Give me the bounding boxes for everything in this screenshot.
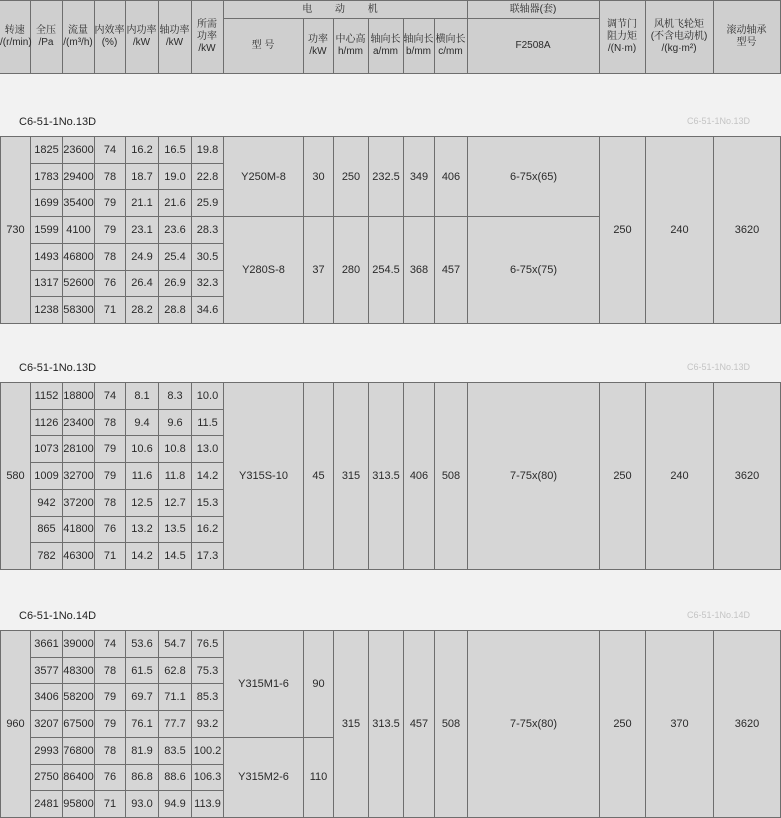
shaft-power-cell: 77.7 [159,711,192,738]
internal-power-cell: 24.9 [126,243,159,270]
pressure-cell: 942 [31,489,63,516]
flow-cell: 41800 [63,516,95,543]
flow-cell: 18800 [63,383,95,410]
shaft-power-cell: 21.6 [159,190,192,217]
motor-power-cell: 45 [304,383,334,570]
header-transverse-c: 横向长 c/mm [434,19,467,74]
internal-eff-cell: 71 [95,791,126,818]
transverse-c-cell: 508 [435,383,468,570]
internal-power-cell: 9.4 [126,409,159,436]
internal-eff-cell: 76 [95,516,126,543]
internal-eff-cell: 78 [95,243,126,270]
internal-power-cell: 26.4 [126,270,159,297]
header-shaft-power: 轴功率 /kW [158,1,191,74]
flow-cell: 37200 [63,489,95,516]
flow-cell: 23400 [63,409,95,436]
internal-eff-cell: 74 [95,631,126,658]
required-power-cell: 34.6 [192,297,224,324]
required-power-cell: 93.2 [192,711,224,738]
axial-a-cell: 313.5 [369,631,404,818]
required-power-cell: 85.3 [192,684,224,711]
motor-model-cell: Y280S-8 [224,217,304,324]
shaft-power-cell: 25.4 [159,243,192,270]
required-power-cell: 75.3 [192,657,224,684]
header-axial-b: 轴向长 b/mm [403,19,434,74]
header-internal-eff: 内效率 (%) [94,1,125,74]
flow-cell: 46800 [63,243,95,270]
pressure-cell: 3207 [31,711,63,738]
flow-cell: 67500 [63,711,95,738]
shaft-power-cell: 9.6 [159,409,192,436]
section-caption: C6-51-1No.14D [19,610,97,622]
required-power-cell: 13.0 [192,436,224,463]
shaft-power-cell: 28.8 [159,297,192,324]
pressure-cell: 1699 [31,190,63,217]
flow-cell: 76800 [63,737,95,764]
internal-power-cell: 16.2 [126,137,159,164]
motor-model-cell: Y315M1-6 [224,631,304,738]
damper-cell: 250 [600,137,646,324]
internal-power-cell: 53.6 [126,631,159,658]
shaft-power-cell: 11.8 [159,463,192,490]
shaft-power-cell: 19.0 [159,163,192,190]
transverse-c-cell: 508 [435,631,468,818]
header-motor-power: 功率 /kW [303,19,333,74]
internal-eff-cell: 74 [95,383,126,410]
header-coupling-group: 联轴器(套) [467,1,599,19]
internal-power-cell: 13.2 [126,516,159,543]
required-power-cell: 17.3 [192,543,224,570]
internal-power-cell: 69.7 [126,684,159,711]
internal-power-cell: 76.1 [126,711,159,738]
pressure-cell: 1073 [31,436,63,463]
center-height-cell: 315 [334,383,369,570]
internal-eff-cell: 76 [95,764,126,791]
section-caption-ghost: C6-51-1No.13D [686,116,750,126]
flow-cell: 29400 [63,163,95,190]
pressure-cell: 1317 [31,270,63,297]
axial-a-cell: 254.5 [369,217,404,324]
flywheel-cell: 370 [646,631,714,818]
flywheel-cell: 240 [646,383,714,570]
header-required-power: 所需 功率 /kW [191,1,223,74]
shaft-power-cell: 83.5 [159,737,192,764]
internal-eff-cell: 78 [95,163,126,190]
shaft-power-cell: 26.9 [159,270,192,297]
required-power-cell: 22.8 [192,163,224,190]
coupling-cell: 6-75x(75) [468,217,600,324]
flow-cell: 58300 [63,297,95,324]
bearing-cell: 3620 [714,383,781,570]
pressure-cell: 1783 [31,163,63,190]
section-caption-ghost: C6-51-1No.13D [686,362,750,372]
motor-power-cell: 110 [304,737,334,817]
flywheel-cell: 240 [646,137,714,324]
section-table [0,136,781,324]
internal-eff-cell: 78 [95,409,126,436]
shaft-power-cell: 13.5 [159,516,192,543]
pressure-cell: 3577 [31,657,63,684]
pressure-cell: 2750 [31,764,63,791]
header-motor-group: 电 动 机 [223,1,467,19]
pressure-cell: 1126 [31,409,63,436]
center-height-cell: 315 [334,631,369,818]
section-caption: C6-51-1No.13D [19,362,97,374]
speed-cell: 580 [1,383,31,570]
axial-b-cell: 349 [404,137,435,217]
required-power-cell: 30.5 [192,243,224,270]
section-caption: C6-51-1No.13D [19,116,97,128]
internal-eff-cell: 78 [95,737,126,764]
internal-power-cell: 11.6 [126,463,159,490]
internal-eff-cell: 71 [95,297,126,324]
coupling-cell: 7-75x(80) [468,631,600,818]
flow-cell: 32700 [63,463,95,490]
internal-power-cell: 8.1 [126,383,159,410]
pressure-cell: 1493 [31,243,63,270]
required-power-cell: 76.5 [192,631,224,658]
internal-power-cell: 93.0 [126,791,159,818]
flow-cell: 86400 [63,764,95,791]
flow-cell: 48300 [63,657,95,684]
motor-model-cell: Y250M-8 [224,137,304,217]
internal-eff-cell: 78 [95,489,126,516]
motor-power-cell: 90 [304,631,334,738]
pressure-cell: 2993 [31,737,63,764]
internal-eff-cell: 71 [95,543,126,570]
internal-eff-cell: 78 [95,657,126,684]
motor-power-cell: 30 [304,137,334,217]
axial-b-cell: 368 [404,217,435,324]
axial-a-cell: 313.5 [369,383,404,570]
transverse-c-cell: 457 [435,217,468,324]
header-flywheel: 风机飞轮矩 (不含电动机) /(kg·m²) [645,1,713,74]
required-power-cell: 16.2 [192,516,224,543]
header-coupling-model: F2508A [467,19,599,74]
required-power-cell: 106.3 [192,764,224,791]
flow-cell: 39000 [63,631,95,658]
coupling-cell: 7-75x(80) [468,383,600,570]
speed-cell: 960 [1,631,31,818]
section-table [0,630,781,818]
flow-cell: 52600 [63,270,95,297]
pressure-cell: 1152 [31,383,63,410]
internal-power-cell: 61.5 [126,657,159,684]
required-power-cell: 25.9 [192,190,224,217]
coupling-cell: 6-75x(65) [468,137,600,217]
center-height-cell: 250 [334,137,369,217]
internal-power-cell: 23.1 [126,217,159,244]
internal-eff-cell: 79 [95,463,126,490]
internal-power-cell: 14.2 [126,543,159,570]
speed-cell: 730 [1,137,31,324]
required-power-cell: 113.9 [192,791,224,818]
section-table [0,382,781,570]
required-power-cell: 10.0 [192,383,224,410]
internal-power-cell: 21.1 [126,190,159,217]
axial-b-cell: 457 [404,631,435,818]
required-power-cell: 28.3 [192,217,224,244]
flow-cell: 28100 [63,436,95,463]
required-power-cell: 32.3 [192,270,224,297]
shaft-power-cell: 23.6 [159,217,192,244]
internal-eff-cell: 79 [95,436,126,463]
internal-power-cell: 81.9 [126,737,159,764]
flow-cell: 46300 [63,543,95,570]
pressure-cell: 865 [31,516,63,543]
internal-eff-cell: 76 [95,270,126,297]
motor-power-cell: 37 [304,217,334,324]
pressure-cell: 3661 [31,631,63,658]
section-caption-ghost: C6-51-1No.14D [686,610,750,620]
header-damper: 调节门 阻力矩 /(N·m) [599,1,645,74]
pressure-cell: 3406 [31,684,63,711]
internal-power-cell: 10.6 [126,436,159,463]
required-power-cell: 19.8 [192,137,224,164]
bearing-cell: 3620 [714,137,781,324]
required-power-cell: 100.2 [192,737,224,764]
flow-cell: 4100 [63,217,95,244]
axial-a-cell: 232.5 [369,137,404,217]
shaft-power-cell: 8.3 [159,383,192,410]
motor-model-cell: Y315M2-6 [224,737,304,817]
shaft-power-cell: 71.1 [159,684,192,711]
shaft-power-cell: 14.5 [159,543,192,570]
motor-model-cell: Y315S-10 [224,383,304,570]
shaft-power-cell: 10.8 [159,436,192,463]
shaft-power-cell: 88.6 [159,764,192,791]
required-power-cell: 14.2 [192,463,224,490]
table-header [0,0,781,74]
pressure-cell: 1238 [31,297,63,324]
internal-eff-cell: 79 [95,217,126,244]
flow-cell: 35400 [63,190,95,217]
pressure-cell: 1599 [31,217,63,244]
axial-b-cell: 406 [404,383,435,570]
internal-eff-cell: 79 [95,684,126,711]
center-height-cell: 280 [334,217,369,324]
shaft-power-cell: 62.8 [159,657,192,684]
header-flow: 流量 /(m³/h) [62,1,94,74]
required-power-cell: 11.5 [192,409,224,436]
flow-cell: 58200 [63,684,95,711]
flow-cell: 95800 [63,791,95,818]
internal-eff-cell: 79 [95,190,126,217]
internal-eff-cell: 74 [95,137,126,164]
header-pressure: 全压 /Pa [30,1,62,74]
internal-eff-cell: 79 [95,711,126,738]
header-internal-power: 内功率 /kW [125,1,158,74]
pressure-cell: 2481 [31,791,63,818]
internal-power-cell: 12.5 [126,489,159,516]
flow-cell: 23600 [63,137,95,164]
transverse-c-cell: 406 [435,137,468,217]
internal-power-cell: 28.2 [126,297,159,324]
shaft-power-cell: 94.9 [159,791,192,818]
shaft-power-cell: 12.7 [159,489,192,516]
header-motor-model: 型 号 [223,19,303,74]
required-power-cell: 15.3 [192,489,224,516]
header-axial-a: 轴向长 a/mm [368,19,403,74]
bearing-cell: 3620 [714,631,781,818]
damper-cell: 250 [600,383,646,570]
internal-power-cell: 86.8 [126,764,159,791]
header-center-height: 中心高 h/mm [333,19,368,74]
header-speed: 转速 /(r/min) [0,1,30,74]
pressure-cell: 1009 [31,463,63,490]
internal-power-cell: 18.7 [126,163,159,190]
header-bearing: 滚动轴承 型号 [713,1,780,74]
shaft-power-cell: 54.7 [159,631,192,658]
pressure-cell: 782 [31,543,63,570]
pressure-cell: 1825 [31,137,63,164]
damper-cell: 250 [600,631,646,818]
shaft-power-cell: 16.5 [159,137,192,164]
